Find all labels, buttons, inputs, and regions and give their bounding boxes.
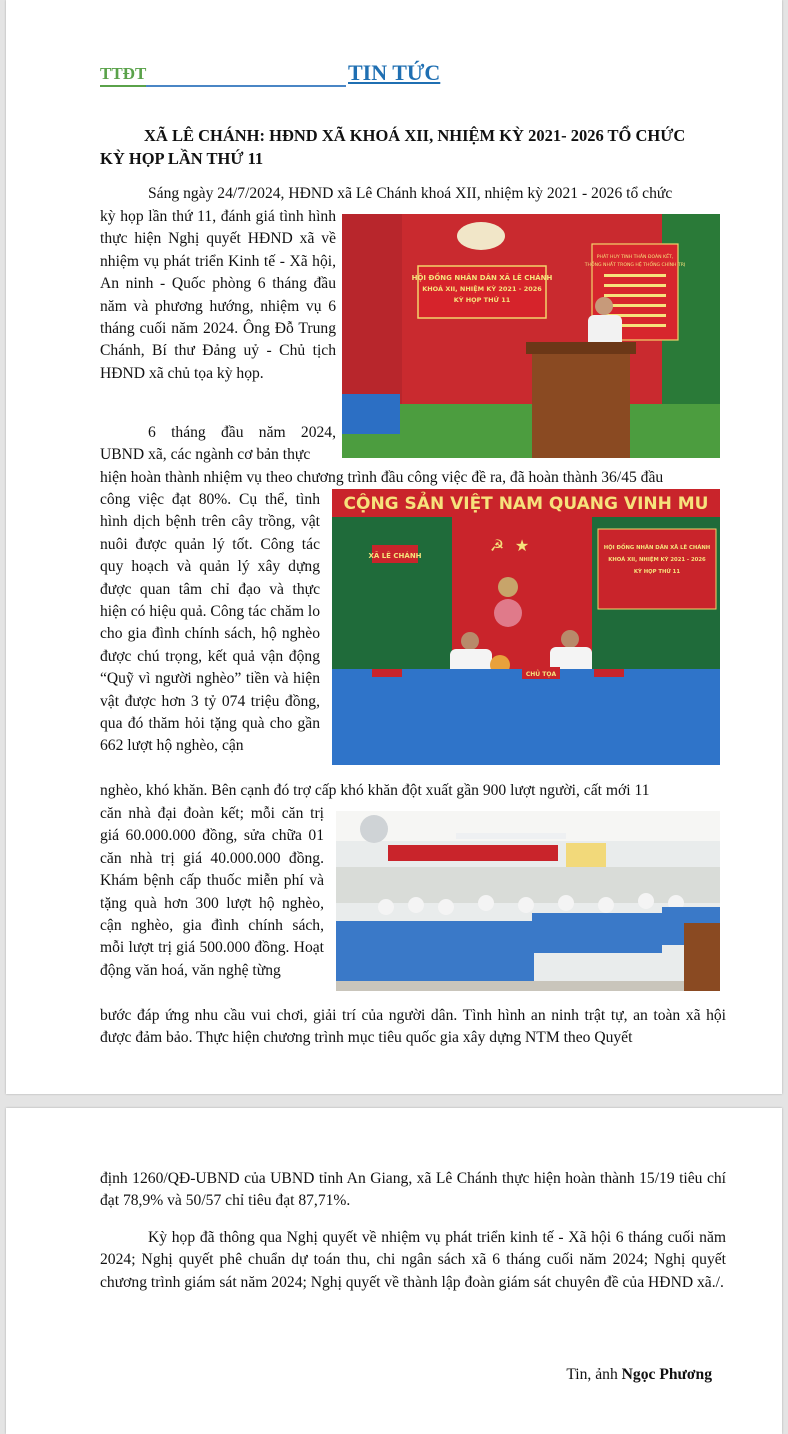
paragraph-2-column-middle-text: công việc đạt 80%. Cụ thể, tình hình dịch bệnh trên cây trồng, vật nuôi được quản lý tốt. Công tác quy hoạch và quản lý xây dựng được quan tâm chỉ đạo và thực hiện có hiệu quả. Công tác chăm lo cho gia đình chính sách, hộ nghèo được chú trọng, kết quả vận động “Quỹ vì người nghèo” tiền và hiện vật được hơn 3 tỷ 074 triệu đồng, qua đó thăm hỏi tặng quà cho gần 662 lượt hộ nghèo, cận — [100, 491, 320, 755]
photo-meeting-hall — [336, 811, 720, 991]
document-page-1 — [6, 0, 782, 1094]
paragraph-2-full-line-text: hiện hoàn thành nhiệm vụ theo chương trình đầu công việc đề ra, đã hoàn thành 36/45 đầu — [100, 469, 664, 486]
paragraph-2-full-line — [100, 467, 726, 489]
photo-speaker-podium — [342, 214, 720, 458]
document-page-2 — [6, 1108, 782, 1434]
photo1-side-banner-line-1: PHÁT HUY TINH THẦN ĐOÀN KẾT, — [596, 255, 674, 260]
byline — [566, 1366, 712, 1384]
paragraph-2-continuation — [100, 1168, 726, 1213]
paragraph-2-continuation-text: định 1260/QĐ-UBND của UBND tỉnh An Giang, xã Lê Chánh thực hiện hoàn thành 15/19 tiêu chí đạt 78,9% và 50/57 chỉ tiêu đạt 87,71%. — [100, 1170, 726, 1210]
paragraph-1-column — [100, 206, 336, 385]
paragraph-2-full-line-3-text: bước đáp ứng nhu cầu vui chơi, giải trí của người dân. Tình hình an ninh trật tự, an toàn xã hội được đảm bảo. Thực hiện chương trình mục tiêu quốc gia xây dựng NTM theo Quyết — [100, 1007, 726, 1047]
photo2-desk-tag: CHỦ TỌA — [525, 671, 557, 678]
photo1-banner-line-3: KỲ HỌP THỨ 11 — [453, 296, 511, 304]
header-divider — [146, 85, 346, 87]
paragraph-3 — [100, 1227, 726, 1294]
photo2-right-banner-line-3: KỲ HỌP THỨ 11 — [633, 569, 681, 575]
article-title-line-2: KỲ HỌP LẦN THỨ 11 — [100, 149, 264, 168]
paragraph-2-full-line-2-text: nghèo, khó khăn. Bên cạnh đó trợ cấp khó khăn đột xuất gần 900 lượt người, cất mới 11 — [100, 782, 650, 799]
paragraph-1-first-line-text: Sáng ngày 24/7/2024, HĐND xã Lê Chánh khoá XII, nhiệm kỳ 2021 - 2026 tổ chức — [148, 185, 673, 202]
paragraph-1-first-line — [100, 183, 726, 205]
paragraph-2-full-line-2 — [100, 780, 726, 802]
header-section-tag: TTĐT — [100, 64, 146, 87]
svg-text:★: ★ — [514, 536, 530, 555]
header-section-title: TIN TỨC — [348, 60, 441, 85]
paragraph-3-text: Kỳ họp đã thông qua Nghị quyết về nhiệm vụ phát triển kinh tế - Xã hội 6 tháng cuối năm 2024; Nghị quyết phê chuẩn dự toán thu, chi ngân sách xã 6 tháng cuối năm 2024; Nghị quyết chương trình giám sát năm 2024; Nghị quyết về thành lập đoàn giám sát chuyên đề của HĐND xã./. — [100, 1229, 726, 1291]
paragraph-2-column-middle — [100, 489, 320, 758]
photo2-left-tag: XÃ LÊ CHÁNH — [368, 552, 422, 560]
byline-prefix: Tin, ảnh — [566, 1366, 618, 1383]
paragraph-2-full-line-3 — [100, 1005, 726, 1050]
photo1-banner-line-2: KHOÁ XII, NHIỆM KỲ 2021 - 2026 — [422, 285, 542, 293]
byline-author: Ngọc Phương — [621, 1366, 712, 1383]
article-title — [100, 124, 726, 170]
article-title-line-1: XÃ LÊ CHÁNH: HĐND XÃ KHOÁ XII, NHIỆM KỲ 2021- 2026 TỔ CHỨC — [144, 126, 686, 145]
paragraph-1-column-text: kỳ họp lần thứ 11, đánh giá tình hình thực hiện Nghị quyết HĐND xã về nhiệm vụ phát triển Kinh tế - Xã hội, An ninh - Quốc phòng 6 tháng đầu năm và phương hướng, nhiệm vụ 6 tháng cuối năm 2024. Ông Đỗ Trung Chánh, Bí thư Đảng uỷ - Chủ tịch HĐND xã chủ tọa kỳ họp. — [100, 208, 336, 382]
paragraph-2-column-end-text: căn nhà đại đoàn kết; mỗi căn trị giá 60.000.000 đồng, sửa chữa 01 căn nhà trị giá 40.000.000 đồng. Khám bệnh cấp thuốc miễn phí và tặng quà hơn 300 lượt hộ nghèo, cận nghèo, gia đình chính sách, mỗi lượt trị giá 500.000 đồng. Hoạt động văn hoá, văn nghệ từng — [100, 805, 324, 979]
paragraph-2-column-end — [100, 803, 324, 982]
photo2-right-banner-line-1: HỘI ĐỒNG NHÂN DÂN XÃ LÊ CHÁNH — [603, 545, 711, 551]
photo1-side-banner-line-2: THỐNG NHẤT TRONG HỆ THỐNG CHÍNH TRỊ — [584, 263, 686, 268]
photo2-top-banner: CỘNG SẢN VIỆT NAM QUANG VINH MU — [343, 494, 709, 514]
photo1-banner-line-1: HỘI ĐỒNG NHÂN DÂN XÃ LÊ CHÁNH — [411, 274, 553, 282]
paragraph-2-column-start — [100, 422, 336, 467]
paragraph-2-column-start-text: 6 tháng đầu năm 2024, UBND xã, các ngành cơ bản thực — [100, 424, 336, 464]
photo2-right-banner-line-2: KHOÁ XII, NHIỆM KỲ 2021 - 2026 — [608, 557, 706, 563]
photo-presiding-table — [332, 489, 720, 765]
svg-text:☭: ☭ — [489, 536, 505, 555]
